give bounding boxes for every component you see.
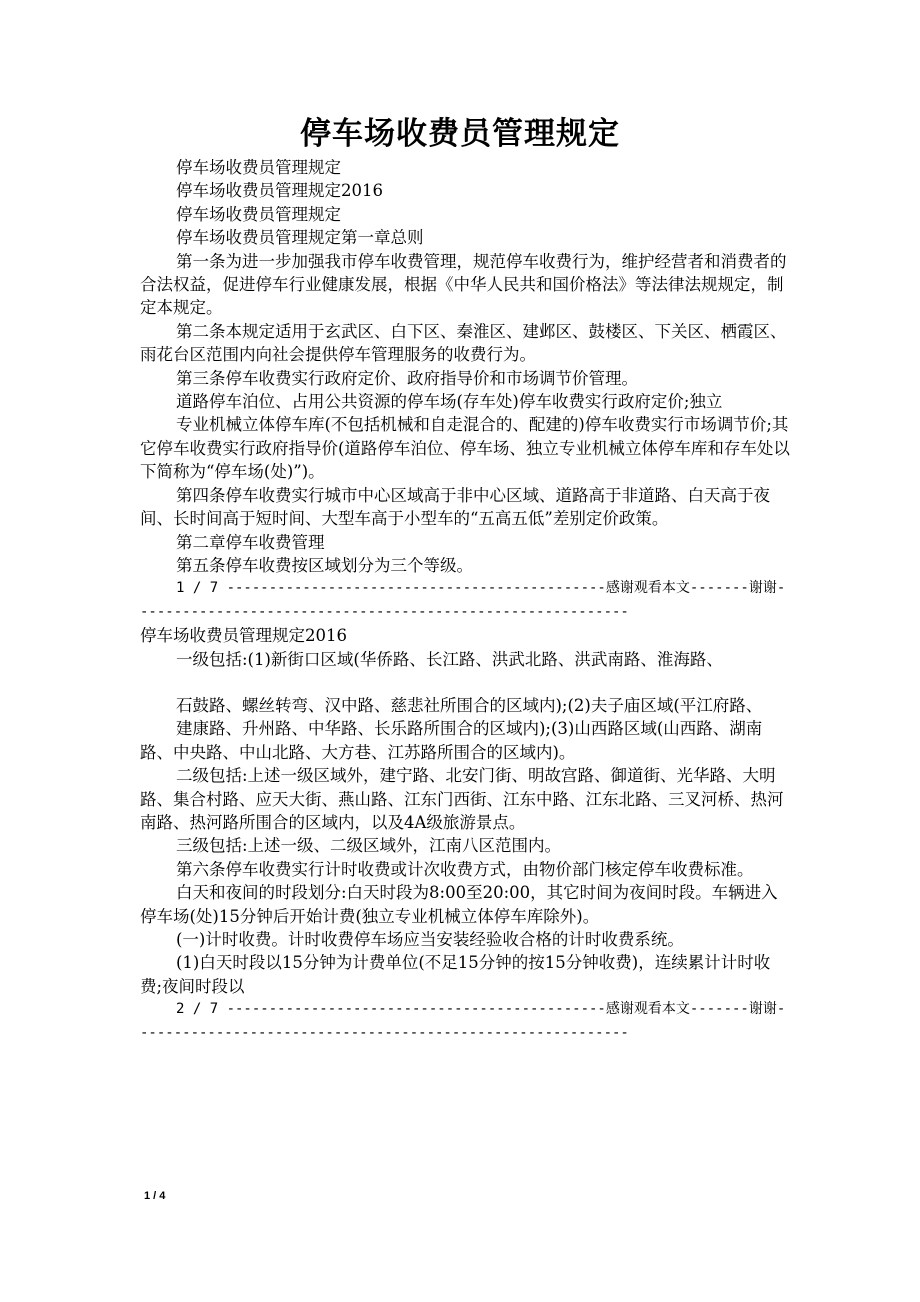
paragraph: 停车场收费员管理规定第一章总则: [176, 228, 424, 248]
blank-line: [140, 671, 790, 694]
paragraph: 停车场收费员管理规定2016: [176, 181, 383, 201]
paragraph: 停车场收费员管理规定: [176, 204, 341, 224]
page-separator: 1 / 7 ---------------------------------------------感谢观看本文-------谢谢-----------------------------------------------------------: [140, 580, 786, 620]
paragraph: (1)白天时段以15分钟为计费单位(不足15分钟的按15分钟收费)，连续累计计时收费;夜间时段以: [140, 953, 771, 996]
paragraph: 第二条本规定适用于玄武区、白下区、秦淮区、建邺区、鼓楼区、下关区、栖霞区、雨花台区范围内向社会提供停车管理服务的收费行为。: [140, 321, 787, 365]
paragraph: 白天和夜间的时段划分:白天时段为8:00至20:00，其它时间为夜间时段。车辆进入停车场(处)15分钟后开始计费(独立专业机械立体停车库除外)。: [140, 883, 778, 926]
paragraph: 石鼓路、螺丝转弯、汉中路、慈悲社所围合的区域内);(2)夫子庙区域(平江府路、: [176, 695, 763, 715]
paragraph: 三级包括:上述一级、二级区域外，江南八区范围内。: [176, 836, 562, 856]
page-number: 1 / 4: [144, 1190, 166, 1202]
paragraph: 第一条为进一步加强我市停车收费管理，规范停车收费行为，维护经营者和消费者的合法权益，促进停车行业健康发展，根据《中华人民共和国价格法》等法律法规规定，制定本规定。: [140, 251, 787, 318]
paragraph: 第三条停车收费实行政府定价、政府指导价和市场调节价管理。: [176, 368, 638, 388]
page-separator: 2 / 7 ---------------------------------------------感谢观看本文-------谢谢-----------------------------------------------------------: [140, 1001, 786, 1041]
document-body: [140, 156, 790, 1045]
paragraph: 第四条停车收费实行城市中心区域高于非中心区域、道路高于非道路、白天高于夜间、长时间高于短时间、大型车高于小型车的“五高五低”差别定价政策。: [140, 485, 770, 529]
chapter-heading: 第二章停车收费管理: [176, 532, 325, 552]
paragraph: 一级包括:(1)新街口区域(华侨路、长江路、洪武北路、洪武南路、淮海路、: [176, 649, 723, 669]
paragraph: 第六条停车收费实行计时收费或计次收费方式，由物价部门核定停车收费标准。: [176, 859, 754, 879]
paragraph: 停车场收费员管理规定2016: [140, 626, 347, 646]
document-title: 停车场收费员管理规定: [300, 116, 620, 152]
paragraph: 建康路、升州路、中华路、长乐路所围合的区域内);(3)山西路区域(山西路、湖南路、中央路、中山北路、大方巷、江苏路所围合的区域内)。: [140, 719, 763, 762]
paragraph: 道路停车泊位、占用公共资源的停车场(存车处)停车收费实行政府定价;独立: [176, 392, 723, 412]
paragraph: 停车场收费员管理规定: [176, 158, 341, 177]
paragraph: (一)计时收费。计时收费停车场应当安装经验收合格的计时收费系统。: [176, 930, 684, 949]
paragraph: 第五条停车收费按区域划分为三个等级。: [176, 555, 473, 575]
paragraph: 二级包括:上述一级区域外，建宁路、北安门街、明故宫路、御道街、光华路、大明路、集合村路、应天大街、燕山路、江东门西街、江东中路、江东北路、三叉河桥、热河南路、热河路所围合的区域内，以及4A级旅游景点。: [140, 766, 784, 832]
paragraph: 专业机械立体停车库(不包括机械和自走混合的、配建的)停车收费实行市场调节价;其它停车收费实行政府指导价(道路停车泊位、停车场、独立专业机械立体停车库和存车处以下简称为“停车场(处)”)。: [140, 415, 790, 482]
